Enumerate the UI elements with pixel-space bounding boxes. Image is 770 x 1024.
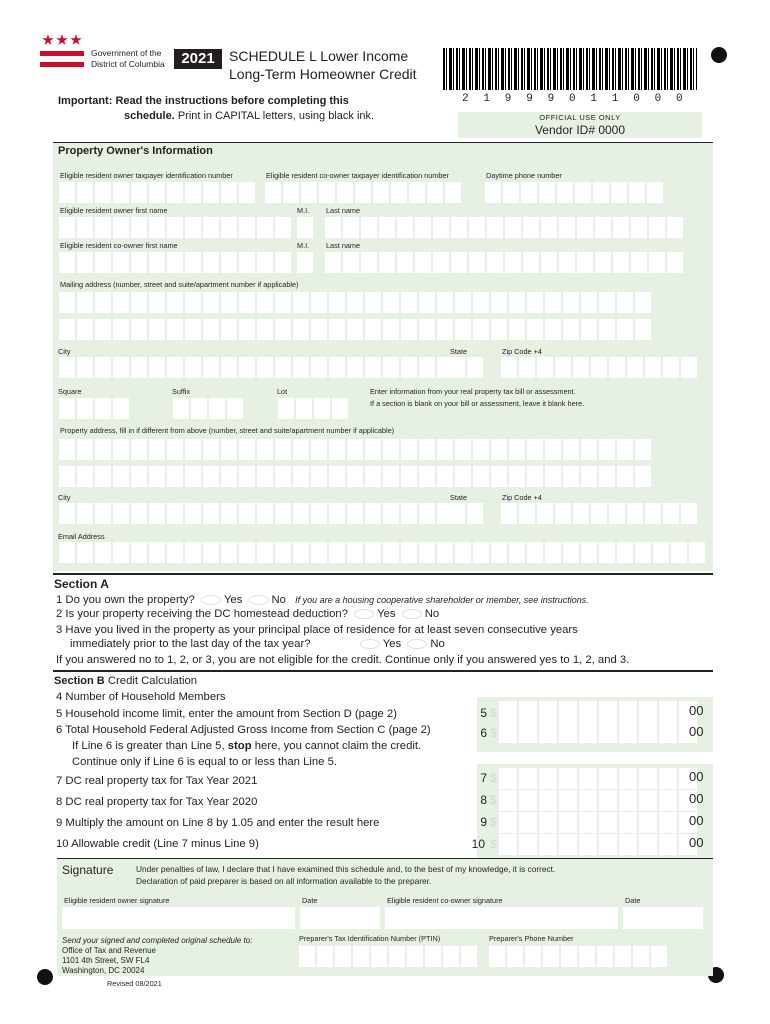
- line-8-amount-field[interactable]: [499, 790, 697, 811]
- suffix-field[interactable]: [173, 398, 243, 419]
- section-b: [53, 670, 713, 858]
- coowner-first-name-field[interactable]: [59, 252, 291, 273]
- city-label-2: City: [58, 493, 71, 502]
- barcode-number: 21999011000: [462, 93, 698, 105]
- signature-section: [57, 858, 713, 988]
- line-6-dollar: $: [490, 726, 497, 740]
- coowner-tin-label: Eligible resident co-owner taxpayer identification number: [266, 171, 449, 180]
- owner-signature-field[interactable]: [62, 907, 295, 929]
- state-label: State: [450, 347, 468, 356]
- lot-label: Lot: [277, 387, 288, 396]
- line-6-continue-note: Continue only if Line 6 is equal to or less than Line 5.: [72, 756, 338, 768]
- owner-signature-label: Eligible resident owner signature: [64, 896, 170, 905]
- owner-first-name-field[interactable]: [59, 217, 291, 238]
- mailing-address-line1[interactable]: [59, 292, 651, 313]
- coowner-last-name-field[interactable]: [325, 252, 683, 273]
- line-7-label: 7 DC real property tax for Tax Year 2021: [56, 775, 258, 787]
- zip-label: Zip Code +4: [502, 347, 542, 356]
- property-city-field[interactable]: [59, 503, 453, 524]
- household-members-field[interactable]: [264, 685, 298, 706]
- line-5-dollar: $: [490, 706, 497, 720]
- lot-field[interactable]: [278, 398, 348, 419]
- vendor-id: Vendor ID# 0000: [534, 123, 626, 137]
- mi-label-2: M.I.: [297, 241, 310, 250]
- section-b-heading: Section B Credit Calculation: [54, 675, 198, 687]
- owner-tin-label: Eligible resident owner taxpayer identification number: [60, 171, 233, 180]
- square-label: Square: [58, 387, 82, 396]
- line-9-dollar: $: [490, 815, 497, 829]
- assessment-note-1: Enter information from your real property tax bill or assessment.: [370, 387, 576, 396]
- coowner-date-field[interactable]: [623, 907, 703, 929]
- mailing-state-field[interactable]: [449, 357, 483, 378]
- line-5-label: 5 Household income limit, enter the amount from Section D (page 2): [56, 708, 397, 720]
- last-name-label-2: Last name: [326, 241, 361, 250]
- line-4-label: 4 Number of Household Members: [56, 691, 226, 703]
- q2-no-radio[interactable]: [402, 609, 422, 619]
- q1-yes-radio[interactable]: [201, 595, 221, 605]
- line-10-amount-field[interactable]: [499, 834, 697, 855]
- coowner-mi-field[interactable]: [297, 252, 313, 273]
- registration-mark-top-right: [711, 47, 727, 63]
- line-10-number: 10: [471, 837, 485, 851]
- important-notice: Important: Read the instructions before completing this schedule. Print in CAPITAL letters, using black ink.: [58, 95, 375, 122]
- city-label: City: [58, 347, 71, 356]
- line-6-cents: 00: [689, 724, 704, 739]
- mailing-address-line2[interactable]: [59, 319, 651, 340]
- line-9-label: 9 Multiply the amount on Line 8 by 1.05 and enter the result here: [56, 817, 380, 829]
- owner-date-field[interactable]: [300, 907, 380, 929]
- coowner-tin-field[interactable]: [265, 182, 461, 203]
- property-address-label: Property address, fill in if different from above (number, street and suite/apartment number if applicable): [60, 426, 395, 435]
- line-7-dollar: $: [490, 771, 497, 785]
- property-address-line2[interactable]: [59, 466, 651, 487]
- property-owner-section: [53, 142, 713, 571]
- section-heading: Property Owner's Information: [58, 145, 213, 157]
- line-5-cents: 00: [689, 703, 704, 718]
- mi-label: M.I.: [297, 206, 310, 215]
- preparer-phone-label: Preparer's Phone Number: [489, 934, 574, 943]
- coowner-signature-field[interactable]: [385, 907, 618, 929]
- last-name-label: Last name: [326, 206, 361, 215]
- q3-yes-radio[interactable]: [360, 639, 380, 649]
- q1-no-radio[interactable]: [249, 595, 269, 605]
- q3-no-radio[interactable]: [407, 639, 427, 649]
- page-title: SCHEDULE L Lower Income Long-Term Homeowner Credit: [229, 48, 417, 82]
- line-9-number: 9: [480, 815, 487, 829]
- line-10-label: 10 Allowable credit (Line 7 minus Line 9): [56, 838, 259, 850]
- mailing-label: Mailing address (number, street and suite/apartment number if applicable): [60, 280, 299, 289]
- property-address-line1[interactable]: [59, 439, 651, 460]
- email-label: Email Address: [58, 532, 105, 541]
- registration-mark-bottom-left: [37, 969, 53, 985]
- coowner-signature-label: Eligible resident co-owner signature: [387, 896, 503, 905]
- property-zip-field[interactable]: [501, 503, 697, 524]
- line-10-cents: 00: [689, 835, 704, 850]
- zip-label-2: Zip Code +4: [502, 493, 542, 502]
- line-9-cents: 00: [689, 813, 704, 828]
- line-7-amount-field[interactable]: [499, 768, 697, 789]
- property-state-field[interactable]: [449, 503, 483, 524]
- line-6-stop-note: If Line 6 is greater than Line 5, stop here, you cannot claim the credit.: [72, 740, 422, 752]
- section-a-heading: Section A: [54, 577, 109, 591]
- declaration-line-1: Under penalties of law, I declare that I have examined this schedule and, to the best of my knowledge, it is correct.: [136, 864, 556, 874]
- section-a: [53, 573, 713, 670]
- question-3: 3 Have you lived in the property as your principal place of residence for at least seven consecutive years immediately prior to the last day of the tax year? Yes No: [56, 624, 578, 650]
- email-field[interactable]: [59, 542, 705, 563]
- tax-year-badge: 2021: [174, 49, 222, 69]
- declaration-line-2: Declaration of paid preparer is based on all information available to the preparer.: [136, 876, 432, 886]
- mailing-instructions: Send your signed and completed original schedule to: Office of Tax and Revenue 1101 4th Street, SW FL4 Washington, DC 20024: [62, 936, 253, 975]
- owner-last-name-field[interactable]: [325, 217, 683, 238]
- line-7-cents: 00: [689, 769, 704, 784]
- question-1: 1 Do you own the property? Yes No If you are a housing cooperative shareholder or member, see instructions.: [56, 594, 589, 606]
- owner-first-label: Eligible resident owner first name: [60, 206, 168, 215]
- line-10-dollar: $: [490, 837, 497, 851]
- line-8-number: 8: [480, 793, 487, 807]
- line-6-amount-field[interactable]: [499, 722, 697, 743]
- owner-tin-field[interactable]: [59, 182, 255, 203]
- line-8-dollar: $: [490, 793, 497, 807]
- owner-mi-field[interactable]: [297, 217, 313, 238]
- q2-yes-radio[interactable]: [354, 609, 374, 619]
- phone-field[interactable]: [485, 182, 663, 203]
- square-field[interactable]: [59, 398, 129, 419]
- ptin-field[interactable]: [299, 946, 477, 967]
- line-5-amount-field[interactable]: [499, 701, 697, 722]
- ptin-label: Preparer's Tax Identification Number (PTIN): [299, 934, 441, 943]
- suffix-label: Suffix: [172, 387, 191, 396]
- line-8-cents: 00: [689, 791, 704, 806]
- line-6-label: 6 Total Household Federal Adjusted Gross Income from Section C (page 2): [56, 724, 431, 736]
- mailing-city-field[interactable]: [59, 357, 453, 378]
- coowner-date-label: Date: [625, 896, 641, 905]
- mailing-zip-field[interactable]: [501, 357, 697, 378]
- line-5-number: 5: [480, 706, 487, 720]
- state-label-2: State: [450, 493, 468, 502]
- preparer-phone-field[interactable]: [489, 946, 667, 967]
- eligibility-warning: If you answered no to 1, 2, or 3, you are not eligible for the credit. Continue only if you answered yes to 1, 2, and 3.: [56, 654, 630, 666]
- line-6-number: 6: [480, 726, 487, 740]
- line-8-label: 8 DC real property tax for Tax Year 2020: [56, 796, 258, 808]
- assessment-note-2: If a section is blank on your bill or assessment, leave it blank here.: [370, 399, 585, 408]
- signature-heading: Signature: [62, 863, 114, 877]
- phone-label: Daytime phone number: [486, 171, 562, 180]
- question-2: 2 Is your property receiving the DC homestead deduction? Yes No: [56, 608, 440, 620]
- official-use-box: OFFICIAL USE ONLY Vendor ID# 0000: [458, 112, 702, 138]
- government-label: Government of the District of Columbia: [91, 48, 165, 69]
- line-7-number: 7: [480, 771, 487, 785]
- revision-date: Revised 08/2021: [107, 979, 162, 988]
- line-9-amount-field[interactable]: [499, 812, 697, 833]
- coowner-first-label: Eligible resident co-owner first name: [60, 241, 178, 250]
- barcode-image: [443, 48, 697, 90]
- owner-date-label: Date: [302, 896, 318, 905]
